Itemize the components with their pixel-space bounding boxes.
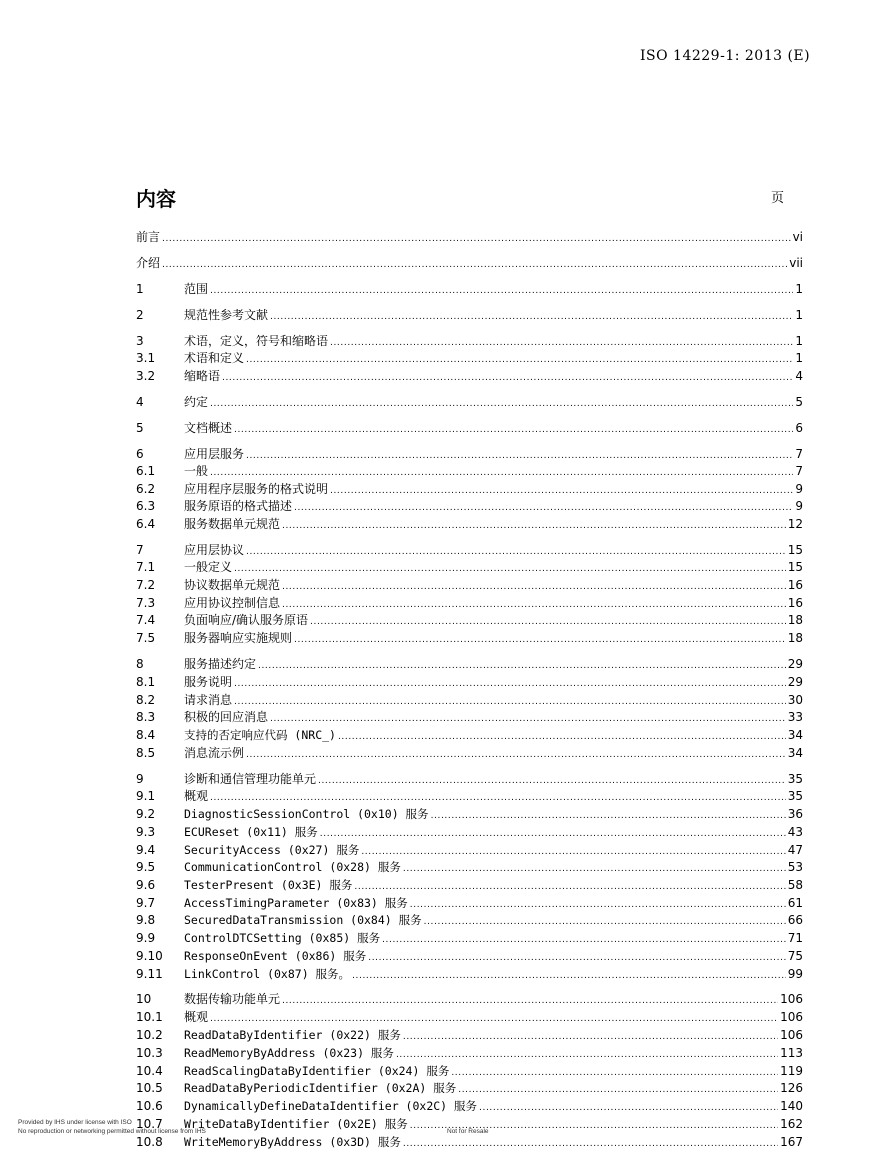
not-for-resale-footer: Not for Resale (447, 1128, 489, 1135)
toc-entry-page: 113 (780, 1046, 803, 1060)
toc-leader-dots (451, 1063, 778, 1081)
toc-entry-number: 8.3 (136, 710, 156, 724)
toc-entry-title: ReadMemoryByAddress (0x23) 服务 (184, 1046, 394, 1060)
toc-entry-page: 1 (795, 334, 803, 348)
toc-entry[interactable] (136, 595, 803, 611)
toc-entry-number: 6 (136, 447, 144, 461)
toc-entry-title: 负面响应/确认服务原语 (184, 613, 309, 627)
toc-entry-title: DynamicallyDefineDataIdentifier (0x2C) 服务 (184, 1099, 478, 1113)
toc-entry[interactable] (136, 877, 803, 893)
toc-leader-dots (330, 333, 793, 351)
toc-entry[interactable] (136, 859, 803, 875)
toc-leader-dots (234, 420, 793, 438)
toc-entry-title: AccessTimingParameter (0x83) 服务 (184, 896, 408, 910)
toc-entry-page: 34 (787, 746, 803, 760)
toc-entry-page: vi (792, 230, 803, 244)
toc-entry-number: 8 (136, 657, 144, 671)
toc-entry-number: 8.1 (136, 675, 156, 689)
toc-entry-number: 7.4 (136, 613, 156, 627)
toc-leader-dots (410, 895, 786, 913)
toc-entry[interactable] (136, 307, 803, 323)
toc-entry[interactable] (136, 930, 803, 946)
toc-entry-number: 6.4 (136, 517, 156, 531)
toc-entry-page: 12 (787, 517, 803, 531)
toc-entry-page: vii (789, 256, 803, 270)
toc-entry[interactable] (136, 577, 803, 593)
toc-entry[interactable] (136, 727, 803, 743)
toc-entry-number: 10.4 (136, 1064, 163, 1078)
toc-entry-title: LinkControl (0x87) 服务。 (184, 967, 351, 981)
toc-entry-page: 5 (795, 395, 803, 409)
toc-entry-title: ReadDataByPeriodicIdentifier (0x2A) 服务 (184, 1081, 457, 1095)
toc-entry-number: 3 (136, 334, 144, 348)
toc-entry[interactable] (136, 1009, 803, 1025)
toc-entry[interactable] (136, 788, 803, 804)
toc-entry[interactable] (136, 692, 803, 708)
toc-entry-title: 范围 (184, 282, 209, 296)
page-column-heading: 页 (771, 191, 785, 206)
toc-entry-page: 1 (795, 282, 803, 296)
toc-entry[interactable] (136, 1098, 803, 1114)
toc-entry-title: 数据传输功能单元 (184, 992, 281, 1006)
toc-entry-page: 29 (787, 657, 803, 671)
toc-entry-title: DiagnosticSessionControl (0x10) 服务 (184, 807, 429, 821)
toc-entry-number: 9.11 (136, 967, 163, 981)
toc-entry-number: 6.3 (136, 499, 156, 513)
toc-entry[interactable] (136, 966, 803, 982)
toc-entry[interactable] (136, 1063, 803, 1079)
toc-entry-page: 16 (787, 578, 803, 592)
toc-leader-dots (403, 859, 786, 877)
toc-leader-dots (270, 307, 793, 325)
toc-entry-page: 167 (780, 1135, 803, 1149)
toc-leader-dots (222, 368, 793, 386)
toc-entry-page: 16 (787, 596, 803, 610)
toc-entry-title: 服务说明 (184, 675, 233, 689)
toc-entry-page: 7 (795, 447, 803, 461)
toc-entry-number: 7.5 (136, 631, 156, 645)
toc-entry-title: 积极的回应消息 (184, 710, 269, 724)
toc-entry-page: 106 (780, 1010, 803, 1024)
toc-entry[interactable] (136, 281, 803, 297)
toc-leader-dots (282, 595, 786, 613)
toc-entry[interactable] (136, 1134, 803, 1150)
license-footer-line-2: No reproduction or networking permitted without license from IHS (18, 1128, 206, 1135)
toc-entry-page: 15 (787, 560, 803, 574)
toc-entry-page: 106 (780, 992, 803, 1006)
toc-entry[interactable] (136, 1045, 803, 1061)
toc-entry-number: 10.5 (136, 1081, 163, 1095)
toc-entry-number: 10 (136, 992, 152, 1006)
toc-leader-dots (403, 1027, 778, 1045)
toc-entry-number: 5 (136, 421, 144, 435)
toc-leader-dots (310, 612, 786, 630)
toc-entry-page: 34 (787, 728, 803, 742)
toc-entry-title: 介绍 (136, 256, 161, 270)
toc-entry-title: ReadScalingDataByIdentifier (0x24) 服务 (184, 1064, 450, 1078)
toc-entry[interactable] (136, 771, 803, 787)
toc-entry-page: 47 (787, 843, 803, 857)
toc-entry[interactable] (136, 1080, 803, 1096)
toc-entry-page: 35 (787, 789, 803, 803)
toc-entry-number: 10.2 (136, 1028, 163, 1042)
toc-entry-number: 7 (136, 543, 144, 557)
toc-entry-page: 43 (787, 825, 803, 839)
toc-leader-dots (382, 930, 786, 948)
toc-entry-title: 应用层服务 (184, 447, 245, 461)
toc-entry[interactable] (136, 991, 803, 1007)
toc-entry-page: 4 (795, 369, 803, 383)
toc-entry[interactable] (136, 630, 803, 646)
toc-entry-title: WriteDataByIdentifier (0x2E) 服务 (184, 1117, 408, 1131)
toc-leader-dots (318, 771, 786, 789)
toc-entry[interactable] (136, 895, 803, 911)
toc-entry-page: 66 (787, 913, 803, 927)
toc-entry-title: 服务数据单元规范 (184, 517, 281, 531)
toc-entry-page: 162 (780, 1117, 803, 1131)
toc-entry-page: 1 (795, 308, 803, 322)
toc-entry-page: 140 (780, 1099, 803, 1113)
toc-entry-title: 一般 (184, 464, 209, 478)
toc-leader-dots (210, 463, 793, 481)
toc-leader-dots (361, 842, 785, 860)
toc-entry-number: 9.2 (136, 807, 156, 821)
toc-entry-number: 9.1 (136, 789, 156, 803)
document-id-header: ISO 14229-1: 2013 (E) (640, 48, 811, 64)
toc-entry-page: 35 (787, 772, 803, 786)
toc-entry-title: 请求消息 (184, 693, 233, 707)
toc-leader-dots (294, 498, 793, 516)
toc-entry-number: 6.1 (136, 464, 156, 478)
toc-leader-dots (330, 481, 793, 499)
toc-entry-number: 9.6 (136, 878, 156, 892)
toc-leader-dots (320, 824, 786, 842)
toc-entry-number: 8.4 (136, 728, 156, 742)
toc-entry[interactable] (136, 229, 803, 245)
toc-entry-number: 9.7 (136, 896, 156, 910)
toc-leader-dots (210, 1009, 778, 1027)
toc-entry-page: 18 (787, 613, 803, 627)
toc-leader-dots (234, 692, 786, 710)
toc-entry-title: 规范性参考文献 (184, 308, 269, 322)
toc-entry-title: 文档概述 (184, 421, 233, 435)
toc-entry-title: 约定 (184, 395, 209, 409)
toc-entry-number: 9.10 (136, 949, 163, 963)
toc-entry-title: 服务器响应实施规则 (184, 631, 293, 645)
toc-entry[interactable] (136, 842, 803, 858)
toc-entry-number: 7.3 (136, 596, 156, 610)
toc-entry[interactable] (136, 333, 803, 349)
toc-leader-dots (246, 446, 793, 464)
toc-entry-title: 服务描述约定 (184, 657, 257, 671)
toc-entry-page: 99 (787, 967, 803, 981)
toc-leader-dots (479, 1098, 778, 1116)
toc-entry[interactable] (136, 806, 803, 822)
toc-entry-page: 15 (787, 543, 803, 557)
toc-entry[interactable] (136, 912, 803, 928)
toc-entry-number: 6.2 (136, 482, 156, 496)
toc-entry-page: 53 (787, 860, 803, 874)
toc-entry-page: 126 (780, 1081, 803, 1095)
toc-entry-number: 10.3 (136, 1046, 163, 1060)
toc-entry-title: SecurityAccess (0x27) 服务 (184, 843, 360, 857)
toc-entry[interactable] (136, 350, 803, 366)
toc-entry[interactable] (136, 498, 803, 514)
toc-leader-dots (234, 674, 786, 692)
toc-entry-page: 9 (795, 482, 803, 496)
toc-entry-title: SecuredDataTransmission (0x84) 服务 (184, 913, 422, 927)
toc-entry-page: 30 (787, 693, 803, 707)
toc-leader-dots (162, 229, 791, 247)
toc-entry-title: 概观 (184, 1010, 209, 1024)
toc-entry[interactable] (136, 559, 803, 575)
toc-entry-page: 7 (795, 464, 803, 478)
toc-entry-number: 3.2 (136, 369, 156, 383)
toc-leader-dots (162, 255, 787, 273)
toc-entry-title: CommunicationControl (0x28) 服务 (184, 860, 401, 874)
toc-entry-number: 4 (136, 395, 144, 409)
toc-entry-page: 1 (795, 351, 803, 365)
toc-leader-dots (354, 877, 785, 895)
toc-entry-number: 7.2 (136, 578, 156, 592)
toc-entry-number: 9.4 (136, 843, 156, 857)
toc-entry-page: 29 (787, 675, 803, 689)
toc-leader-dots (294, 630, 786, 648)
toc-leader-dots (234, 559, 786, 577)
toc-entry-number: 9.8 (136, 913, 156, 927)
toc-entry-page: 9 (795, 499, 803, 513)
toc-heading: 内容 (136, 187, 176, 211)
toc-leader-dots (210, 281, 793, 299)
toc-entry-title: 一般定义 (184, 560, 233, 574)
toc-entry[interactable] (136, 446, 803, 462)
toc-entry-page: 33 (787, 710, 803, 724)
toc-entry-page: 106 (780, 1028, 803, 1042)
toc-entry-page: 75 (787, 949, 803, 963)
toc-entry-title: 应用协议控制信息 (184, 596, 281, 610)
toc-entry-title: 支持的否定响应代码 (NRC_) (184, 728, 336, 742)
toc-entry-title: 术语，定义，符号和缩略语 (184, 334, 329, 348)
toc-entry-number: 9.3 (136, 825, 156, 839)
toc-entry-title: 服务原语的格式描述 (184, 499, 293, 513)
toc-leader-dots (352, 966, 786, 984)
toc-entry-number: 7.1 (136, 560, 156, 574)
toc-entry-title: ControlDTCSetting (0x85) 服务 (184, 931, 381, 945)
toc-entry-number: 10.8 (136, 1135, 163, 1149)
toc-entry-title: 应用程序层服务的格式说明 (184, 482, 329, 496)
toc-entry[interactable] (136, 824, 803, 840)
toc-entry-number: 9 (136, 772, 144, 786)
toc-entry-title: 应用层协议 (184, 543, 245, 557)
toc-leader-dots (258, 656, 786, 674)
toc-entry-title: ReadDataByIdentifier (0x22) 服务 (184, 1028, 401, 1042)
toc-entry-title: TesterPresent (0x3E) 服务 (184, 878, 353, 892)
toc-leader-dots (210, 788, 786, 806)
toc-leader-dots (368, 948, 785, 966)
toc-entry[interactable] (136, 255, 803, 271)
toc-entry-title: 消息流示例 (184, 746, 245, 760)
toc-entry[interactable] (136, 612, 803, 628)
toc-entry-title: 概观 (184, 789, 209, 803)
toc-entry[interactable] (136, 516, 803, 532)
toc-entry-title: ECUReset (0x11) 服务 (184, 825, 318, 839)
toc-entry-number: 10.7 (136, 1117, 163, 1131)
toc-entry-number: 10.6 (136, 1099, 163, 1113)
toc-entry-title: 前言 (136, 230, 161, 244)
toc-leader-dots (424, 912, 786, 930)
toc-leader-dots (270, 709, 786, 727)
toc-entry-number: 8.5 (136, 746, 156, 760)
toc-entry-page: 61 (787, 896, 803, 910)
toc-leader-dots (210, 394, 793, 412)
toc-entry-number: 1 (136, 282, 144, 296)
toc-entry-title: 缩略语 (184, 369, 221, 383)
toc-entry[interactable] (136, 948, 803, 964)
toc-leader-dots (246, 350, 793, 368)
toc-entry-number: 2 (136, 308, 144, 322)
toc-entry-number: 8.2 (136, 693, 156, 707)
toc-entry[interactable] (136, 674, 803, 690)
toc-entry-number: 9.9 (136, 931, 156, 945)
toc-entry-title: WriteMemoryByAddress (0x3D) 服务 (184, 1135, 401, 1149)
toc-entry[interactable] (136, 709, 803, 725)
toc-entry[interactable] (136, 542, 803, 558)
toc-leader-dots (282, 516, 786, 534)
toc-leader-dots (282, 577, 786, 595)
toc-entry[interactable] (136, 745, 803, 761)
toc-entry[interactable] (136, 481, 803, 497)
toc-entry-title: 诊断和通信管理功能单元 (184, 772, 317, 786)
toc-entry[interactable] (136, 394, 803, 410)
toc-entry[interactable] (136, 1027, 803, 1043)
toc-entry-number: 10.1 (136, 1010, 163, 1024)
toc-entry[interactable] (136, 656, 803, 672)
toc-leader-dots (403, 1134, 778, 1152)
toc-leader-dots (431, 806, 786, 824)
toc-leader-dots (246, 542, 786, 560)
toc-entry-page: 58 (787, 878, 803, 892)
license-footer-line-1: Provided by IHS under license with ISO (18, 1119, 132, 1126)
toc-leader-dots (338, 727, 786, 745)
toc-entry-page: 36 (787, 807, 803, 821)
toc-leader-dots (282, 991, 778, 1009)
toc-leader-dots (246, 745, 786, 763)
toc-entry-page: 6 (795, 421, 803, 435)
toc-entry-title: 术语和定义 (184, 351, 245, 365)
toc-leader-dots (458, 1080, 778, 1098)
toc-leader-dots (396, 1045, 778, 1063)
toc-entry-page: 119 (780, 1064, 803, 1078)
toc-entry-title: 协议数据单元规范 (184, 578, 281, 592)
toc-entry-page: 71 (787, 931, 803, 945)
toc-entry-page: 18 (787, 631, 803, 645)
toc-entry[interactable] (136, 368, 803, 384)
toc-entry-title: ResponseOnEvent (0x86) 服务 (184, 949, 367, 963)
toc-entry-number: 9.5 (136, 860, 156, 874)
toc-entry[interactable] (136, 463, 803, 479)
toc-entry-number: 3.1 (136, 351, 156, 365)
toc-entry[interactable] (136, 420, 803, 436)
